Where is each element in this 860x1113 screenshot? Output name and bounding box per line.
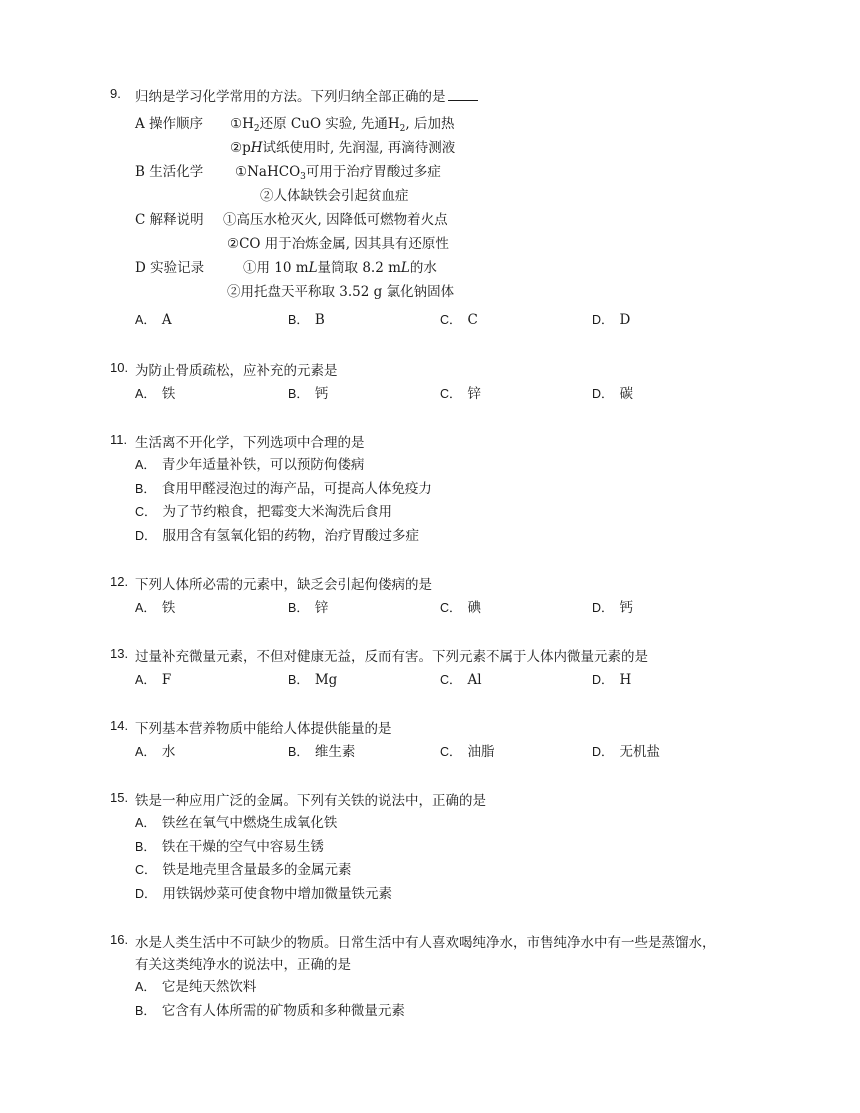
summary-category: D 实验记录: [135, 260, 205, 276]
option-b[interactable]: B． B: [288, 312, 325, 328]
option-a[interactable]: A． 铁丝在氧气中燃烧生成氧化铁: [135, 815, 338, 831]
summary-row: [135, 208, 793, 232]
options-list: [135, 454, 793, 548]
option-b[interactable]: B． 它含有人体所需的矿物质和多种微量元素: [135, 1002, 405, 1019]
summary-item: ①NaHCO$_3$可用于治疗胃酸过多症: [235, 164, 441, 182]
option-b[interactable]: B． 钙: [288, 386, 329, 402]
option-b[interactable]: B． 食用甲醛浸泡过的海产品，可提高人体免疫力: [135, 480, 432, 497]
question-number: 15.: [110, 790, 129, 805]
summary-item: ②pH试纸使用时, 先润湿, 再滴待测液: [230, 140, 456, 156]
options-row: [135, 382, 793, 406]
option-a[interactable]: A． 铁: [135, 386, 176, 402]
option-d[interactable]: D． 钙: [592, 600, 634, 616]
option-c[interactable]: C． C: [440, 312, 478, 328]
summary-item: ①用 10 mL量筒取 8.2 mL的水: [243, 260, 437, 276]
options-list: [135, 976, 793, 1023]
question-stem: 生活离不开化学，下列选项中合理的是: [135, 435, 365, 451]
option-b[interactable]: B． Mg: [288, 672, 338, 688]
option-c[interactable]: C． 油脂: [440, 744, 495, 760]
option-c[interactable]: C． 为了节约粮食，把霉变大米淘洗后食用: [135, 504, 393, 520]
question-14: [110, 718, 793, 764]
summary-row: [135, 184, 793, 208]
option-d[interactable]: D． H: [592, 672, 632, 688]
summary-item: ②CO 用于冶炼金属, 因其具有还原性: [227, 236, 449, 252]
question-number: 12.: [110, 574, 129, 589]
summary-row: [135, 136, 793, 160]
question-stem: 为防止骨质疏松，应补充的元素是: [135, 363, 338, 379]
options-row: [135, 668, 793, 692]
option-d[interactable]: D． 无机盐: [592, 744, 661, 760]
summary-row: [135, 232, 793, 256]
option-a[interactable]: A． 青少年适量补铁，可以预防佝偻病: [135, 457, 365, 473]
question-9: [110, 86, 793, 332]
question-13: [110, 646, 793, 692]
summary-category: A 操作顺序: [135, 116, 204, 132]
question-number: 9.: [110, 86, 121, 101]
option-d[interactable]: D． 碳: [592, 386, 634, 402]
question-stem: 下列人体所必需的元素中，缺乏会引起佝偻病的是: [135, 577, 432, 593]
summary-item: ②用托盘天平称取 3.52 g 氯化钠固体: [227, 284, 455, 300]
question-stem: [135, 86, 793, 108]
answer-blank[interactable]: [448, 86, 478, 101]
option-b[interactable]: B． 铁在干燥的空气中容易生锈: [135, 838, 324, 855]
summary-category: B 生活化学: [135, 164, 204, 180]
options-row: [135, 596, 793, 620]
option-a[interactable]: A． A: [135, 312, 172, 328]
question-stem-line-1: 水是人类生活中不可缺少的物质。日常生活中有人喜欢喝纯净水，市售纯净水中有一些是蒸馏水，: [135, 935, 716, 951]
option-d[interactable]: D． D: [592, 312, 631, 328]
option-a[interactable]: A． 铁: [135, 600, 176, 616]
question-stem-line-2: 有关这类纯净水的说法中，正确的是: [135, 957, 351, 973]
summary-item: ②人体缺铁会引起贫血症: [260, 188, 409, 204]
summary-row: [135, 280, 793, 304]
question-15: [110, 790, 793, 906]
question-number: 16.: [110, 932, 129, 947]
summary-category: C 解释说明: [135, 212, 204, 228]
option-c[interactable]: C． 铁是地壳里含量最多的金属元素: [135, 862, 352, 878]
option-a[interactable]: A． 水: [135, 744, 176, 760]
option-a[interactable]: A． F: [135, 672, 172, 688]
question-number: 10.: [110, 360, 129, 375]
summary-item: $①H_2$还原 CuO 实验, 先通$H_2$, 后加热: [230, 116, 455, 134]
question-number: 11.: [110, 432, 128, 447]
summary-table: [135, 112, 793, 304]
option-c[interactable]: C． 碘: [440, 600, 482, 616]
option-d[interactable]: D． 服用含有氢氧化铝的药物，治疗胃酸过多症: [135, 527, 420, 544]
question-16: [110, 932, 793, 1023]
option-c[interactable]: C． 锌: [440, 386, 482, 402]
options-list: [135, 812, 793, 906]
question-stem: 铁是一种应用广泛的金属。下列有关铁的说法中，正确的是: [135, 793, 486, 809]
options-row: [135, 308, 793, 332]
summary-row: [135, 256, 793, 280]
option-d[interactable]: D． 用铁锅炒菜可使食物中增加微量铁元素: [135, 885, 393, 902]
stem-text: 归纳是学习化学常用的方法。下列归纳全部正确的是: [135, 89, 446, 105]
summary-item: ①高压水枪灭火, 因降低可燃物着火点: [223, 212, 448, 228]
question-stem: 下列基本营养物质中能给人体提供能量的是: [135, 721, 392, 737]
question-number: 13.: [110, 646, 129, 661]
question-10: [110, 360, 793, 406]
option-b[interactable]: B． 维生素: [288, 744, 356, 760]
question-11: [110, 432, 793, 548]
option-c[interactable]: C． Al: [440, 672, 482, 688]
summary-row: [135, 112, 793, 136]
summary-row: [135, 160, 793, 184]
question-number: 14.: [110, 718, 129, 733]
question-12: [110, 574, 793, 620]
option-b[interactable]: B． 锌: [288, 600, 329, 616]
question-stem: 过量补充微量元素，不但对健康无益，反而有害。下列元素不属于人体内微量元素的是: [135, 649, 648, 665]
options-row: [135, 740, 793, 764]
option-a[interactable]: A． 它是纯天然饮料: [135, 979, 257, 995]
